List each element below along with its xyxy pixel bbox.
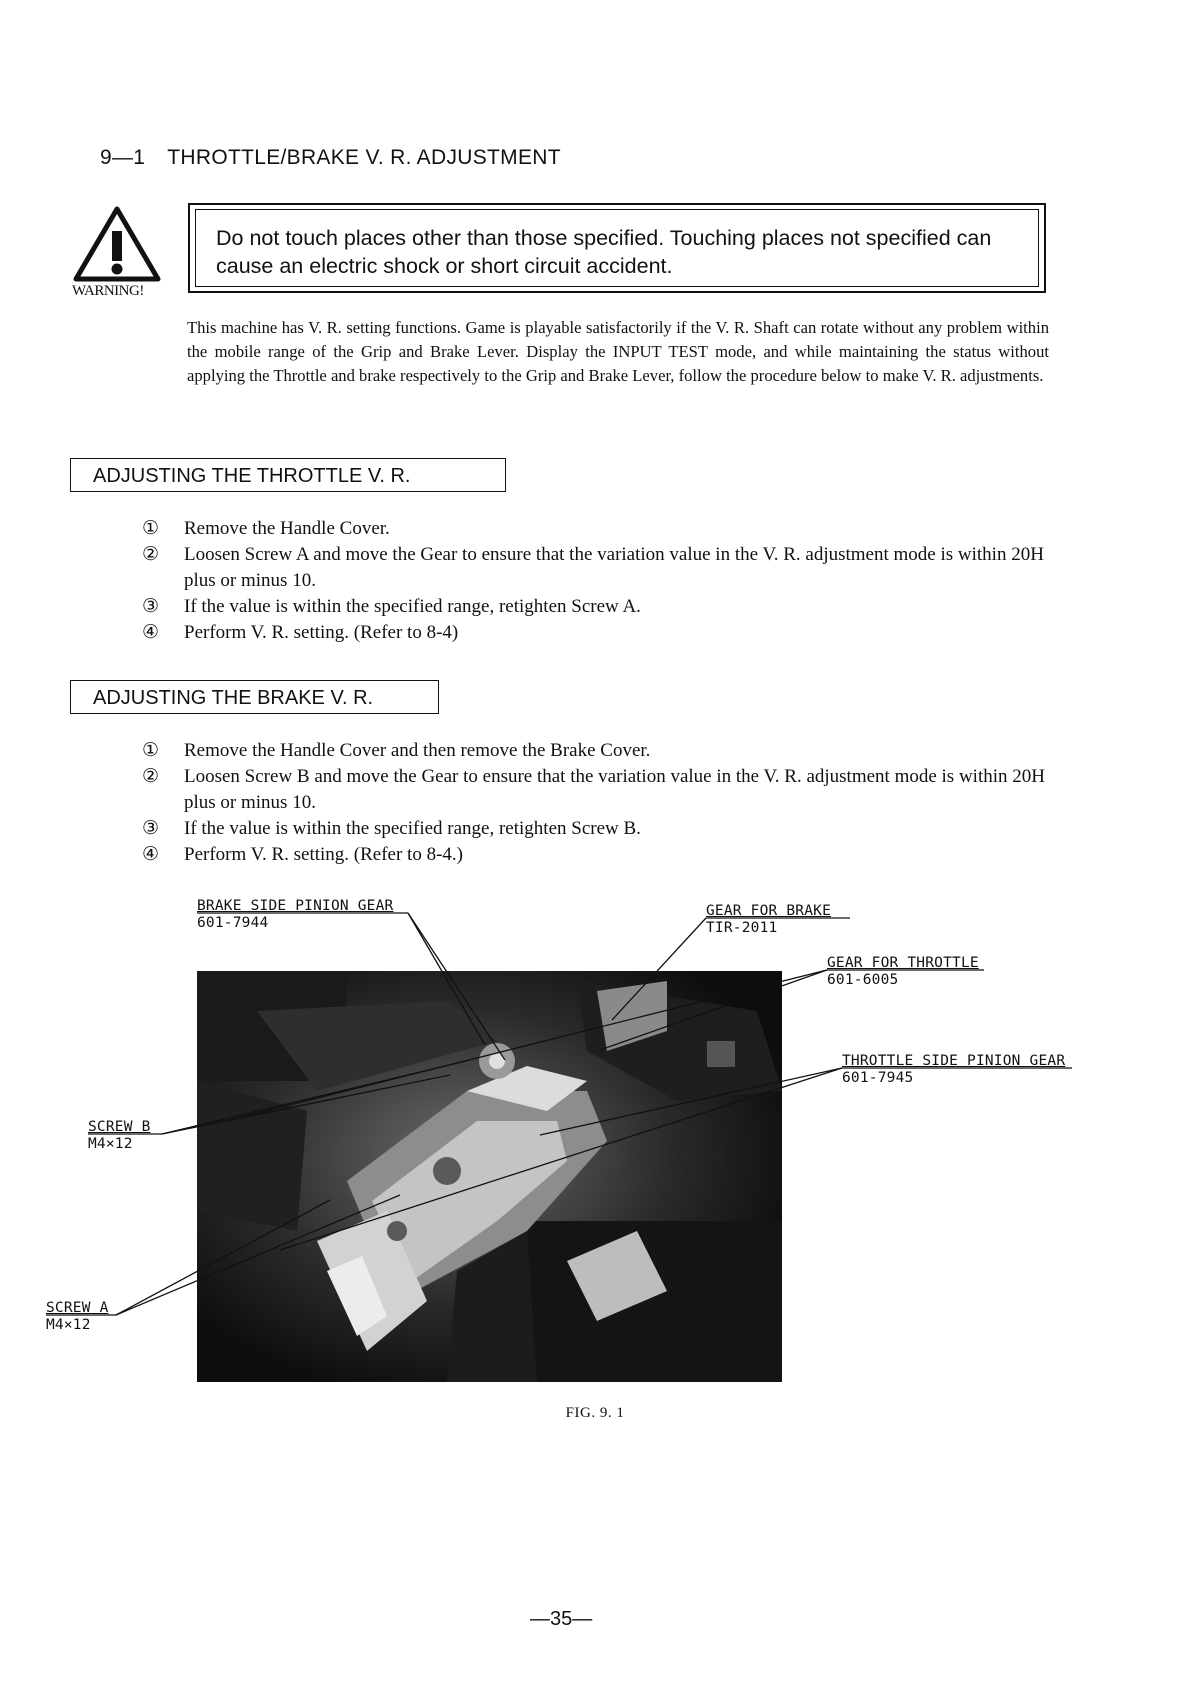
step-number: ① — [142, 518, 160, 539]
section-number: 9—1 — [100, 146, 146, 169]
step-text: Perform V. R. setting. (Refer to 8-4.) — [184, 844, 463, 865]
callout-part-number: 601-7945 — [842, 1070, 914, 1086]
figure-caption: FIG. 9. 1 — [565, 1405, 625, 1421]
callout-screw-b — [88, 1119, 151, 1153]
intro-paragraph: This machine has V. R. setting functions. Game is playable satisfactorily if the V. R. Shaft can rotate without any problem within the mobile range of the Grip and Brake Lever. Display the INPUT TEST mode, and while maintaining the status without applying the Throttle and brake respectively to the Grip and Brake Lever, follow the procedure below to make V. R. adjustments. — [187, 318, 1049, 385]
step-text: Loosen Screw B and move the Gear to ensure that the variation value in the V. R. adjustment mode is within 20H plus or minus 10. — [184, 766, 1045, 813]
callout-screw-a — [46, 1300, 109, 1334]
step-number: ④ — [142, 844, 160, 865]
callout-part-number: TIR-2011 — [706, 920, 778, 936]
callout-throttle-side-pinion-gear — [842, 1053, 1065, 1087]
step-text: Remove the Handle Cover. — [184, 518, 390, 539]
warning-label: WARNING! — [72, 283, 144, 299]
page-number: —35— — [530, 1608, 593, 1630]
callout-gear-for-brake — [706, 903, 831, 937]
step-number: ① — [142, 740, 160, 761]
section-title-text: THROTTLE/BRAKE V. R. ADJUSTMENT — [167, 146, 561, 169]
callout-name: GEAR FOR BRAKE — [706, 903, 832, 919]
step-text: Loosen Screw A and move the Gear to ensure that the variation value in the V. R. adjustment mode is within 20H plus or minus 10. — [184, 544, 1044, 591]
throttle-heading: ADJUSTING THE THROTTLE V. R. — [70, 458, 506, 492]
callout-name: SCREW B — [88, 1119, 151, 1135]
callout-name: GEAR FOR THROTTLE — [827, 955, 979, 971]
callout-name: BRAKE SIDE PINION GEAR — [197, 898, 394, 914]
step-text: Remove the Handle Cover and then remove the Brake Cover. — [184, 740, 651, 761]
step-number: ③ — [142, 596, 160, 617]
step-text: If the value is within the specified range, retighten Screw B. — [184, 818, 641, 839]
step-number: ④ — [142, 622, 160, 643]
callout-part-number: 601-7944 — [197, 915, 269, 931]
callout-name: SCREW A — [46, 1300, 109, 1316]
step-number: ② — [142, 766, 160, 787]
step-number: ③ — [142, 818, 160, 839]
step-text: If the value is within the specified range, retighten Screw A. — [184, 596, 641, 617]
callout-part-number: M4×12 — [88, 1136, 133, 1152]
callout-gear-for-throttle — [827, 955, 979, 989]
step-number: ② — [142, 544, 160, 565]
warning-text: Do not touch places other than those specified. Touching places not specified can cause an electric shock or short circuit accident. — [216, 226, 992, 278]
step-text: Perform V. R. setting. (Refer to 8-4) — [184, 622, 459, 643]
callout-part-number: 601-6005 — [827, 972, 899, 988]
callout-part-number: M4×12 — [46, 1317, 91, 1333]
callout-brake-side-pinion-gear — [197, 898, 393, 932]
brake-heading: ADJUSTING THE BRAKE V. R. — [70, 680, 439, 714]
callout-name: THROTTLE SIDE PINION GEAR — [842, 1053, 1066, 1069]
